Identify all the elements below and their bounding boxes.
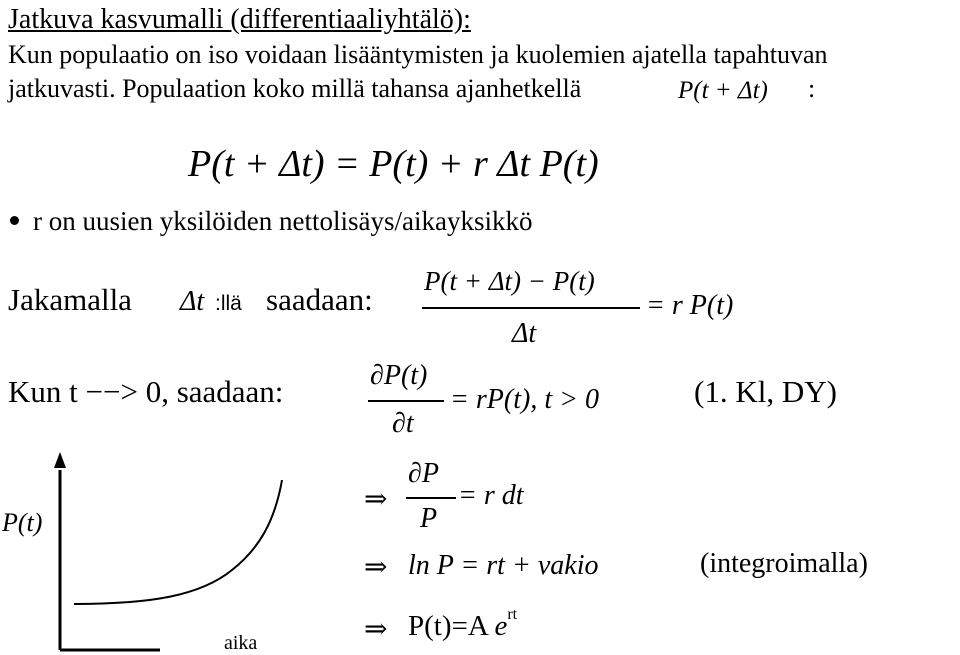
limit-denominator: ∂t	[392, 408, 414, 439]
division-delta-t: Δt	[180, 286, 205, 317]
step1-fraction-bar	[406, 497, 456, 499]
step3-lhs: P(t)=A	[408, 610, 488, 642]
step3-expression	[408, 606, 518, 643]
graph-y-label: P(t)	[2, 508, 43, 537]
step2-expression: ln P = rt + vakio	[408, 550, 599, 581]
step1-implies-icon: ⇒	[364, 484, 388, 515]
step2-implies-icon: ⇒	[364, 552, 388, 583]
intro-line-1: Kun populaatio on iso voidaan lisääntymisten ja kuolemien ajatella tapahtuvan	[8, 40, 828, 69]
division-prefix: Jakamalla	[8, 282, 132, 317]
limit-numerator: ∂P(t)	[370, 360, 428, 391]
page-title: Jatkuva kasvumalli (differentiaaliyhtälö):	[8, 4, 471, 35]
division-numerator: P(t + Δt) − P(t)	[424, 266, 595, 296]
step3-base: e	[494, 610, 508, 642]
limit-note: (1. Kl, DY)	[694, 374, 837, 409]
division-suffix-small: :llä	[215, 292, 242, 315]
step1-numerator: ∂P	[408, 458, 439, 489]
division-denominator: Δt	[512, 318, 537, 349]
limit-prefix: Kun t −−> 0, saadaan:	[8, 374, 284, 409]
intro-expression: P(t + Δt)	[678, 77, 768, 104]
step1-rhs: = r dt	[458, 480, 524, 511]
limit-rhs: = rP(t), t > 0	[450, 384, 599, 415]
step2-note: (integroimalla)	[700, 548, 868, 579]
intro-line-2: jatkuvasti. Populaation koko millä tahansa ajanhetkellä	[8, 74, 582, 103]
y-axis-arrow-icon	[54, 452, 66, 468]
step3-implies-icon: ⇒	[364, 614, 388, 645]
difference-equation: P(t + Δt) = P(t) + r Δt P(t)	[188, 143, 599, 185]
step1-denominator: P	[420, 503, 438, 534]
division-rhs: = r P(t)	[646, 290, 734, 321]
graph-x-label: aika	[224, 632, 258, 654]
exponential-curve	[74, 480, 282, 604]
division-suffix: saadaan:	[266, 282, 373, 317]
intro-colon: :	[808, 74, 816, 103]
bullet-text: r on uusien yksilöiden nettolisäys/aikayksikkö	[33, 206, 533, 236]
step3-exponent: rt	[507, 606, 518, 623]
